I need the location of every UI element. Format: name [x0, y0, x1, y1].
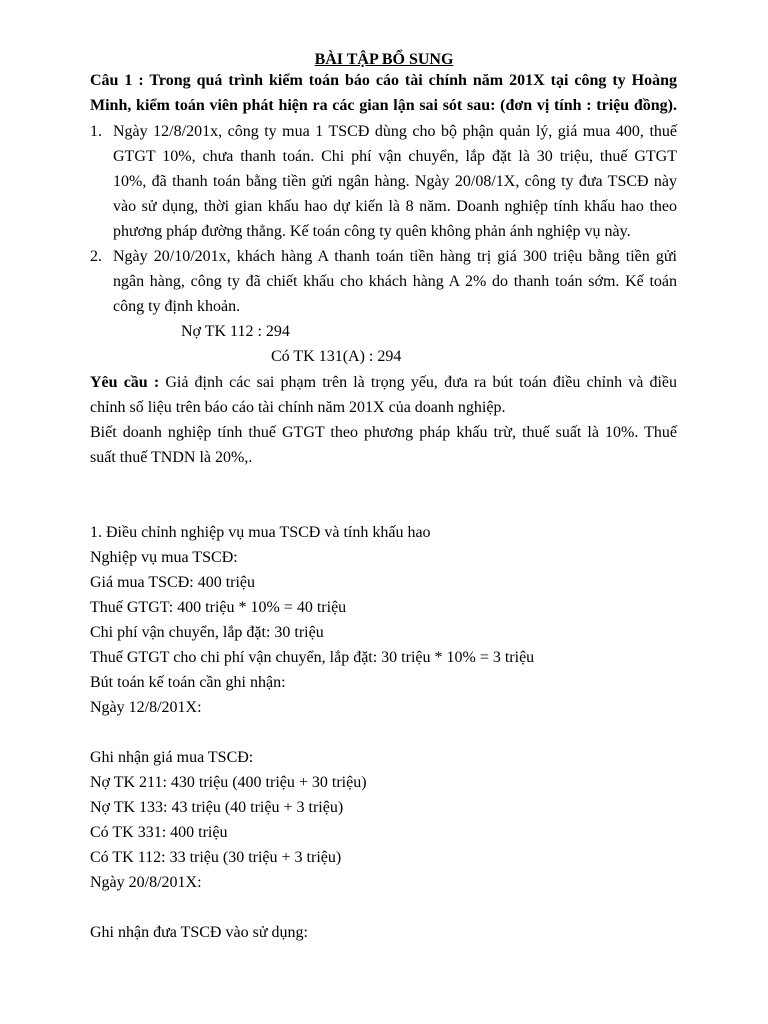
- answer-transport-vat: Thuế GTGT cho chi phí vận chuyển, lắp đặt: 30 triệu * 10% = 3 triệu: [90, 649, 535, 666]
- item-1-line-2: GTGT 10%, chưa thanh toán. Chi phí vận chuyển, lắp đặt là 30 triệu, thuế GTGT: [113, 148, 677, 165]
- answer-heading: 1. Điều chỉnh nghiệp vụ mua TSCĐ và tính khấu hao: [90, 524, 431, 541]
- item-2-line-2: ngân hàng, công ty đã chiết khấu cho khách hàng A 2% do thanh toán sớm. Kế toán: [113, 273, 677, 290]
- item-1-line-3: 10%, đã thanh toán bằng tiền gửi ngân hàng. Ngày 20/08/1X, công ty đưa TSCĐ này: [113, 173, 677, 190]
- item-1-line-5: phương pháp đường thẳng. Kế toán công ty quên không phản ánh nghiệp vụ này.: [113, 223, 631, 240]
- answer-date-1: Ngày 12/8/201X:: [90, 699, 202, 716]
- requirement-line-4: suất thuế TNDN là 20%,.: [90, 449, 253, 466]
- requirement-label: Yêu cầu :: [90, 374, 160, 391]
- item-1-line-1: Ngày 12/8/201x, công ty mua 1 TSCĐ dùng cho bộ phận quản lý, giá mua 400, thuế: [113, 123, 677, 140]
- answer-price: Giá mua TSCĐ: 400 triệu: [90, 574, 256, 591]
- answer-entry-2: Nợ TK 133: 43 triệu (40 triệu + 3 triệu): [90, 799, 344, 816]
- entry-debit: Nợ TK 112 : 294: [181, 323, 290, 340]
- answer-usage-label: Ghi nhận đưa TSCĐ vào sử dụng:: [90, 924, 308, 941]
- requirement-text-1: Giả định các sai phạm trên là trọng yếu, đưa ra bút toán điều chỉnh và điều: [159, 374, 677, 391]
- entry-credit: Có TK 131(A) : 294: [271, 348, 402, 365]
- item-1-number: 1.: [90, 123, 102, 140]
- answer-date-2: Ngày 20/8/201X:: [90, 874, 202, 891]
- document-title: BÀI TẬP BỔ SUNG: [314, 51, 454, 68]
- answer-transport: Chi phí vận chuyển, lắp đặt: 30 triệu: [90, 624, 324, 641]
- answer-entry-3: Có TK 331: 400 triệu: [90, 824, 228, 841]
- requirement-line-3: Biết doanh nghiệp tính thuế GTGT theo phương pháp khấu trừ, thuế suất là 10%. Thuế: [90, 424, 677, 441]
- question-line-2: Minh, kiểm toán viên phát hiện ra các gian lận sai sót sau: (đơn vị tính : triệu đồng).: [90, 97, 677, 114]
- question-line-1: Câu 1 : Trong quá trình kiểm toán báo cáo tài chính năm 201X tại công ty Hoàng: [90, 72, 677, 89]
- item-2-number: 2.: [90, 248, 102, 265]
- requirement-line-1: [90, 373, 677, 393]
- answer-entries-label: Bút toán kế toán cần ghi nhận:: [90, 674, 286, 691]
- item-2-line-3: công ty định khoản.: [113, 298, 241, 315]
- answer-entry-4: Có TK 112: 33 triệu (30 triệu + 3 triệu): [90, 849, 342, 866]
- answer-entry-1: Nợ TK 211: 430 triệu (400 triệu + 30 triệu): [90, 774, 367, 791]
- item-1-line-4: vào sử dụng, thời gian khấu hao dự kiến là 8 năm. Doanh nghiệp tính khấu hao theo: [113, 198, 677, 215]
- item-2-line-1: Ngày 20/10/201x, khách hàng A thanh toán tiền hàng trị giá 300 triệu bằng tiền gửi: [113, 248, 677, 265]
- requirement-line-2: chỉnh số liệu trên báo cáo tài chính năm 201X của doanh nghiệp.: [90, 399, 506, 416]
- answer-record-label: Ghi nhận giá mua TSCĐ:: [90, 749, 254, 766]
- answer-vat: Thuế GTGT: 400 triệu * 10% = 40 triệu: [90, 599, 347, 616]
- answer-subheading: Nghiệp vụ mua TSCĐ:: [90, 549, 238, 566]
